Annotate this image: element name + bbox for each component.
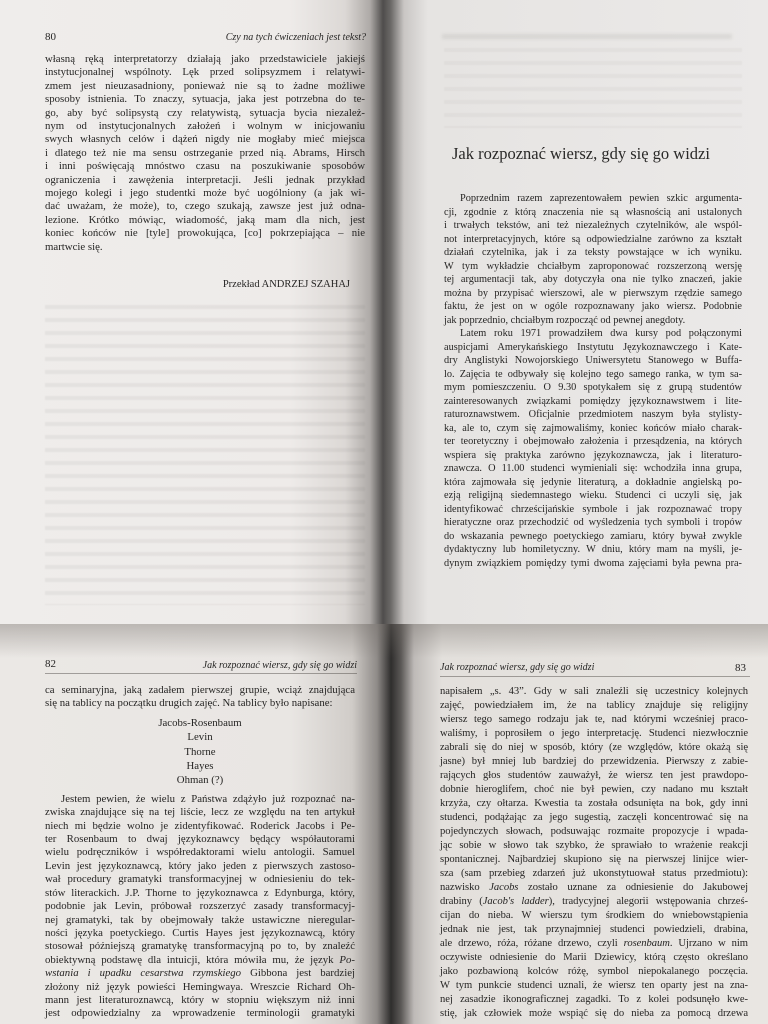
text-line: jasne) był mniej lub bardziej do przewidzenia. Pierwszy z zabie- [440, 756, 748, 767]
chapter-title: Jak rozpoznać wiersz, gdy się go widzi [452, 144, 710, 163]
text-line: która zajmowała się jedynie literaturą, a dokładnie angielską po- [444, 476, 742, 488]
list-item: Hayes [186, 760, 214, 773]
text-line: wiersz tego samego rodzaju jak te, nad którymi wcześniej praco- [440, 714, 748, 725]
names-list [45, 716, 355, 788]
page-number: 82 [45, 658, 56, 670]
text-line: nym od instytucjonalnych założeń i wolnym w inicjowaniu [45, 120, 365, 133]
text-line: krzyża, czy ołtarza. Kwestia ta została odsunięta na bok, gdy inni [440, 798, 748, 809]
text-line: wielu podręczników i współredaktorami wielu antologii. Samuel [45, 846, 355, 859]
italic-text: Jacob's ladder [482, 896, 549, 907]
text-line: oczywiste odniesienie do Marii Dziewicy, którą często określano [440, 952, 748, 963]
running-head: Jak rozpoznać wiersz, gdy się go widzi [440, 662, 595, 673]
text-line: można by przypisać wierszowi, ale w pierwszym rzędzie samego [444, 287, 742, 299]
text-line: jako pozbawioną kolców różę, symbol niepokalanego poczęcia. [440, 966, 748, 977]
italic-text: Jacobs [489, 882, 519, 893]
text-line: waliśmy, i poprosiłem o jego interpretację. Studenci niezwłocznie [440, 728, 748, 739]
text-line: ter Rosenbaum to dwaj językoznawcy będący współautorami [45, 833, 355, 846]
paragraph [440, 685, 748, 1021]
text-line: dydaktyczny lub homiletyczny. W dniu, który mam na myśli, je- [444, 544, 742, 555]
text-line: go, aby być solipsystą czy relatywistą, sytuacja bycia niezależ- [45, 106, 365, 119]
text-line: wał procedury gramatyki transformacyjnej w odniesieniu do tek- [45, 873, 355, 886]
running-head: Jak rozpoznać wiersz, gdy się go widzi [202, 660, 357, 671]
text-line: dynym związkiem pomiędzy tymi dwoma zajęciami była pewna pra- [444, 557, 742, 569]
list-item: Jacobs-Rosenbaum [158, 716, 242, 729]
text-line: identyfikować chrześcijańskie symbole i jak rozpoznawać tropy [444, 503, 742, 515]
text-line: lo. Zajęcia te odbywały się kolejno tego samego ranka, w tym sa- [444, 368, 742, 380]
text-line: auspicjami Amerykańskiego Instytutu Językoznawczego i Kate- [444, 341, 742, 353]
text-line: jak poprzednio, chciałbym rozpocząć od pewnej anegdoty. [444, 314, 686, 326]
text-line: stów literackich. J.P. Thorne to językoznawca z Edynburga, który, [45, 886, 355, 899]
text-line: Poprzednim razem zaprezentowałem pewien szkic argumenta- [460, 193, 742, 204]
text-line: Levin jest językoznawcą, który jako jeden z pierwszych zastoso- [45, 859, 355, 872]
text-line: stię, jak człowiek może wspiąć się do nieba za pomocą drzewa [440, 1008, 748, 1019]
text-line: pojedynczych słowach, podsuwając rozmaite propozycje i wpada- [440, 826, 748, 837]
text-line: raturoznawstwem. Oficjalnie przedmiotem naszym była stylisty- [444, 409, 742, 420]
text-line: ka, ale to, czym się zajmowaliśmy, koniec końców miało charak- [444, 422, 742, 434]
page-number: 83 [735, 662, 746, 674]
text-line: i trwałych tekstów, ani też niezależnych czytelników, ale wspól- [444, 220, 742, 231]
text-line: W tym wykładzie chciałbym zaproponować rozszerzoną wersję [444, 260, 742, 272]
text-line: W tym punkcie studenci uznali, że wiersz ten oparty jest na zna- [440, 980, 748, 991]
text-line: i inni poświęcają mnóstwo czasu na poszukiwanie sposobów [45, 160, 365, 173]
page-81-body-text [444, 192, 742, 570]
text-line: do wskazania pewnego poetyckiego zamiaru, który bywał zwykle [444, 530, 742, 542]
text-line: zwiska znajdujące się na tej liście, lecz ze względu na ten artykuł [45, 806, 355, 819]
text-line: martwcie się. [45, 240, 103, 253]
text-line: drabiny (Jacob's ladder), tradycyjnej alegorii wstępowania chrześ- [440, 896, 749, 907]
text-line: tej argumentacji tak, aby dotyczyła ona nie tylko znaczeń, jakie [444, 274, 742, 285]
page-number: 80 [45, 31, 56, 43]
text-line: jednak nie jest, tak przynajmniej studenci powiedzieli, drabina, [440, 924, 748, 935]
text-line: nazwisko Jacobs zostało uznane za odniesienie do Jakubowej [440, 882, 748, 893]
text-line: ezją religijną siedemnastego wieku. Studenci ci uczyli się, jak [444, 490, 742, 501]
text-line: ale drzewo, róża, różane drzewo, czyli rosenbaum. Ujrzano w nim [440, 938, 748, 949]
text-line: ności języka poetyckiego. Curtis Hayes jest językoznawcą, który [45, 926, 355, 939]
text-line: swych własnych celów i dążeń nigdy nie mogłaby mieć miejsca [45, 133, 365, 146]
text-line: instytucjonalnej wspólnoty. Lęk przed solipsyzmem i relatywi- [45, 66, 365, 79]
text-line: działań czytelnika, jak i za teksty powstające w ich wyniku. [444, 247, 742, 258]
text-line: zmem jest nieuzasadniony, ponieważ nie są to żadne możliwe [45, 79, 365, 92]
text-line: faktu, że jest on w ogóle rozpoznawany jako wiersz. Podobnie [444, 301, 742, 312]
text-line: lezione. Krótko mówiąc, wiadomość, jaką mam dla nich, jest [45, 213, 365, 226]
text-line: ca seminaryjna, jaką zadałem pierwszej grupie, wciąż znajdująca [45, 684, 355, 696]
text-line: sza (sam przebieg zdarzeń już ukonstytuował status przedmiotu): [440, 868, 748, 879]
text-line: nej zasadzie ikonograficznej zagadki. To z kolei podsunęło kwe- [440, 994, 748, 1005]
text-line: cji, zgodnie z którą znaczenia nie są własnością ani ustalonych [444, 206, 742, 218]
translator-credit: Przekład ANDRZEJ SZAHAJ [222, 279, 350, 290]
text-line: zajęć, powiedziałem im, że na tablicy znajduje się religijny [440, 700, 748, 711]
italic-text: wstania i upadku cesarstwa rzymskiego [45, 967, 242, 980]
text-line: jest odpowiedzialny za wprowadzenie terminologii gramatyki [45, 1007, 355, 1020]
text-line: napisałem „s. 43”. Gdy w sali znaleźli się uczestnicy kolejnych [440, 686, 748, 697]
text-line: własną ręką interpretatorzy działają jako przedstawiciele jakiejś [45, 53, 365, 65]
text-line: wstania i upadku cesarstwa rzymskiego Gibbona jest bardziej [45, 967, 355, 980]
text-line: podobnie jak Levin, próbował rozszerzyć zasady transformacyj- [45, 900, 355, 913]
text-line: ograniczenia i zawężenia interpretacji. Jeśli jednak przykład [45, 173, 365, 186]
page-80-body-text [45, 53, 365, 254]
text-line: złożony niż język powieści Hemingwaya. Wreszcie Richard Oh- [45, 980, 355, 993]
text-line: cijan do nieba. W wierszu tym środkiem do wniebowstąpienia [440, 910, 748, 921]
text-line: dać uważam, że może), to, czego szukają, zawsze jest już odna- [45, 200, 365, 213]
bleed-through-texture [444, 48, 742, 128]
header-rule [45, 673, 357, 674]
text-line: rających głos studentów zauważył, że wiersz ten jest prawdopo- [440, 770, 748, 781]
text-line: ter teoretyczny i obejmowało założenia i przesądzenia, na których [444, 436, 742, 447]
paragraph [444, 192, 742, 327]
text-line: znawcza. O 11.00 studenci wymieniali się: wchodziła inna grupa, [444, 463, 742, 474]
text-line: wspiera się praktyka zarówno językoznawcza, jak i literaturo- [444, 449, 742, 461]
header-rule [440, 676, 750, 677]
text-line: mojego kolegi i jego studentki może być uogólniony (a jak wi- [45, 187, 365, 200]
list-item: Levin [187, 731, 213, 744]
list-item: Ohman (?) [176, 774, 224, 787]
running-head: Czy na tych ćwiczeniach jest tekst? [225, 32, 366, 43]
text-line: dry Anglistyki Nowojorskiego Uniwersytetu Stanowego w Buffa- [444, 355, 742, 366]
text-line: Jestem pewien, że wielu z Państwa zdążyło już rozpoznać na- [61, 792, 355, 805]
italic-text: rosenbaum [623, 938, 670, 949]
text-line: studenci, podążając za jego sugestią, zaczęli koncentrować się na [440, 812, 748, 823]
italic-text: Po- [339, 953, 355, 966]
paragraph [45, 793, 355, 1021]
text-line: koniec końców nie [tyle] prowokująca, [co] pokrzepiająca – nie [45, 227, 365, 240]
page-82-body-text [45, 684, 355, 1021]
text-line: nej gramatyki, tak by obejmowały także ustawiczne nieregular- [45, 913, 355, 926]
text-line: się na tablicy na początku drugich zajęć. Na tablicy było napisane: [45, 697, 333, 710]
text-line: sposoby istnienia. To znaczy, sytuacja, jaka jest potrzebna do te- [45, 93, 365, 106]
text-line: hieratyczne oraz przechodzić od wyśledzenia tych symboli i tropów [444, 517, 742, 528]
paragraph [45, 684, 355, 711]
text-line: spontanicznej. Najbardziej skupiono się na pierwszej linijce wier- [440, 854, 748, 865]
faint-running-head [442, 34, 732, 39]
text-line: obiektywną podstawę dla intuicji, która mówiła mu, że język Po- [45, 953, 355, 966]
paragraph [444, 327, 742, 570]
text-line: zabrali się do niej w sposób, który (ze względów, które okażą się [440, 742, 748, 753]
text-line: mym pomieszczeniu. O 9.30 spotykałem się z grupą studentów [444, 382, 742, 393]
bleed-through-texture [45, 305, 365, 605]
page-83-body-text [440, 685, 748, 1021]
text-line: mann jest literaturoznawcą, który w stopniu większym niż inni [45, 993, 355, 1006]
text-line: dobnie hieroglifem, choć nie był pewien, czy nadano mu kształt [440, 784, 748, 795]
text-line: i dlatego też nie ma sensu ostrzeganie przed nią. Abrams, Hirsch [45, 146, 365, 159]
text-line: jąc sobie w słowo tak szybko, że sprawiało to wrażenie reakcji [440, 840, 748, 851]
text-line: zainteresowanych związkami pomiędzy językoznawstwem i lite- [444, 395, 742, 407]
text-line: not interpretacyjnych, które są odpowiedzialne zarówno za kształt [444, 233, 742, 245]
text-line: stosował późniejszą gramatykę transformacyjną po to, by znaleźć [45, 940, 355, 953]
list-item: Thorne [184, 745, 216, 758]
paragraph [45, 53, 365, 254]
text-line: Latem roku 1971 prowadziłem dwa kursy pod połączonymi [460, 328, 742, 339]
text-line: niech mi będzie wolno je zidentyfikować. Roderick Jacobs i Pe- [45, 819, 355, 832]
